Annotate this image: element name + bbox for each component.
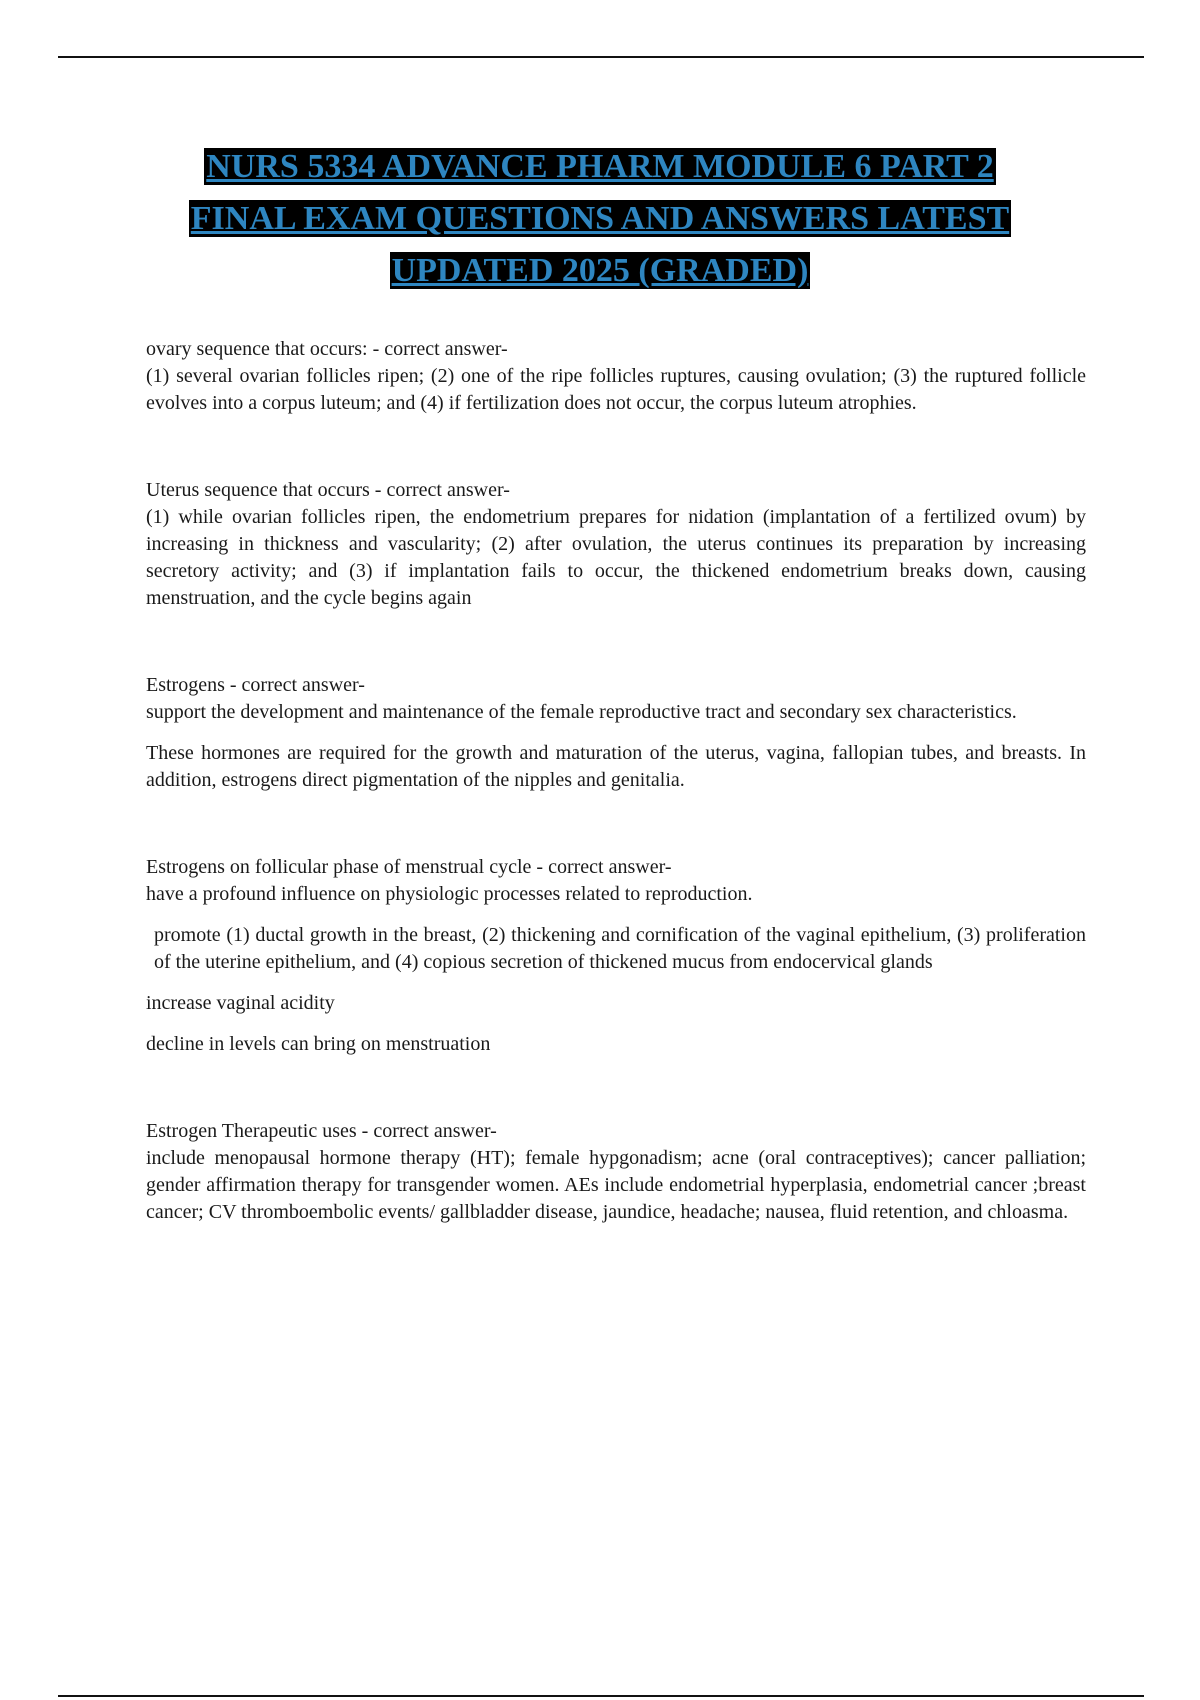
qa-item: [146, 1118, 1086, 1226]
question-text: ovary sequence that occurs: - correct answer-: [146, 338, 508, 360]
bottom-divider: [58, 1695, 1144, 1697]
answer-text: (1) several ovarian follicles ripen; (2) one of the ripe follicles ruptures, causing ovulation; (3) the ruptured follicle evolves into a corpus luteum; and (4) if fertilization does not occur, the corpus luteum atrophies.: [146, 365, 1086, 414]
qa-item: [146, 854, 1086, 1058]
document-title: [60, 146, 1140, 302]
qa-item: [146, 477, 1086, 612]
qa-list: [146, 336, 1086, 1286]
answer-text: (1) while ovarian follicles ripen, the endometrium prepares for nidation (implantation of a fertilized ovum) by increasing in thickness and vascularity; (2) after ovulation, the uterus continues its preparation by increasing secretory activity; and (3) if implantation fails to occur, the thickened endometrium breaks down, causing menstruation, and the cycle begins again: [146, 506, 1086, 609]
answer-text: promote (1) ductal growth in the breast, (2) thickening and cornification of the vaginal epithelium, (3) proliferation of the uterine epithelium, and (4) copious secretion of thickened mucus from endocervical glands: [154, 924, 1086, 973]
qa-item: [146, 336, 1086, 417]
question-text: Estrogens - correct answer-: [146, 674, 365, 696]
question-text: Estrogens on follicular phase of menstrual cycle - correct answer-: [146, 856, 672, 878]
answer-text: increase vaginal acidity: [146, 992, 335, 1014]
answer-text: support the development and maintenance of the female reproductive tract and secondary sex characteristics.: [146, 701, 1017, 723]
answer-text: These hormones are required for the growth and maturation of the uterus, vagina, fallopian tubes, and breasts. In addition, estrogens direct pigmentation of the nipples and genitalia.: [146, 742, 1086, 791]
answer-text: decline in levels can bring on menstruation: [146, 1033, 491, 1055]
answer-text: include menopausal hormone therapy (HT); female hypgonadism; acne (oral contraceptives); cancer palliation; gender affirmation therapy for transgender women. AEs include endometrial hyperplasia, endometrial cancer ;breast cancer; CV thromboembolic events/ gallbladder disease, jaundice, headache; nausea, fluid retention, and chloasma.: [146, 1147, 1086, 1223]
question-text: Uterus sequence that occurs - correct answer-: [146, 479, 510, 501]
question-text: Estrogen Therapeutic uses - correct answer-: [146, 1120, 497, 1142]
title-line-2: FINAL EXAM QUESTIONS AND ANSWERS LATEST: [190, 200, 1010, 237]
answer-text: have a profound influence on physiologic processes related to reproduction.: [146, 883, 753, 905]
qa-item: [146, 672, 1086, 794]
top-divider: [58, 56, 1144, 58]
title-line-3: UPDATED 2025 (GRADED): [391, 252, 809, 289]
title-line-1: NURS 5334 ADVANCE PHARM MODULE 6 PART 2: [206, 148, 994, 185]
